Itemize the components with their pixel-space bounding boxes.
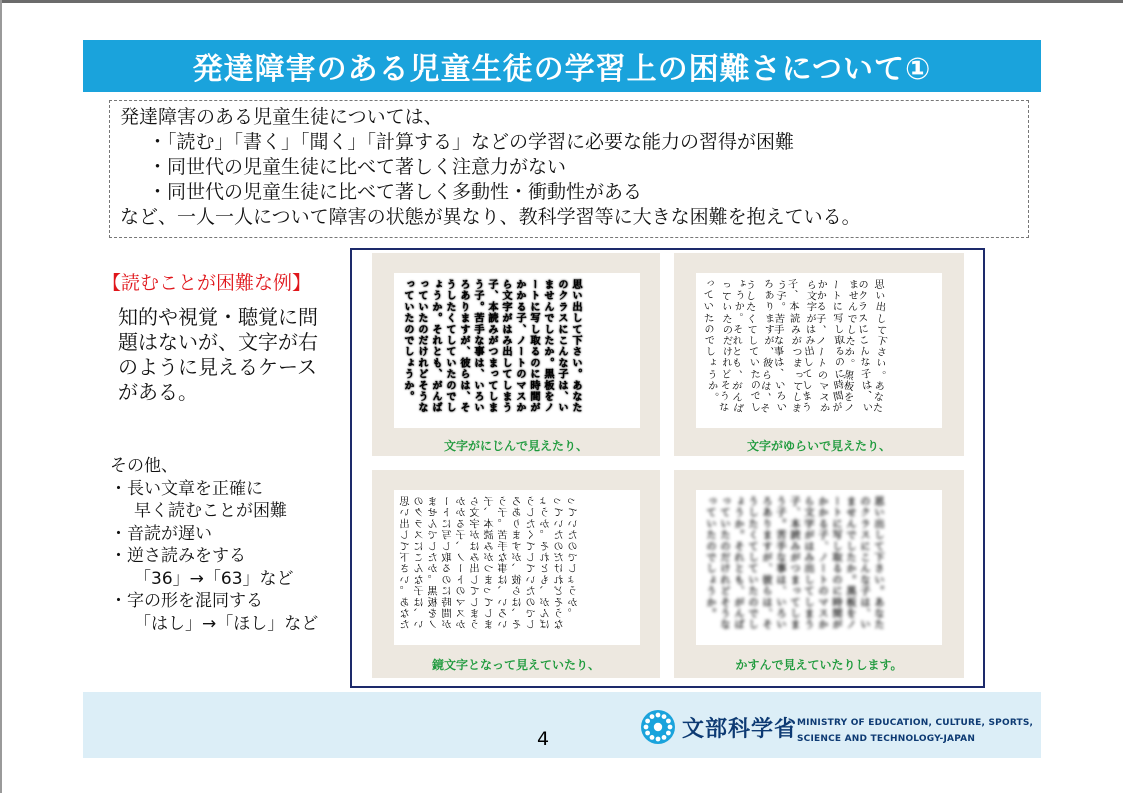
summary-bullet: ・同世代の児童生徒に比べて著しく多動性・衝動性がある — [148, 181, 643, 203]
wavy-char: た — [747, 367, 760, 381]
wavy-char: う — [773, 278, 787, 292]
sample-text-blur: 思い出して下さい。あなたのクラスにこんな子は、いませんでしたか。黒板をノートに写し取るのに時間がかかる子、ノートのマスから文字がはみ出してしまう子、本読みがつまってしまう子。苦手な事は、いろいろありますが、彼らは、そうしたくてしていたのでしょうか。それとも、がんばっていたのだけれどそうなっていたのでしょうか。 — [704, 496, 883, 631]
left-border — [0, 0, 2, 793]
wavy-char: だ — [720, 334, 732, 347]
top-border — [0, 0, 1123, 3]
wavy-char: 思 — [872, 279, 883, 291]
wavy-char: し — [745, 334, 757, 347]
wavy-char: い — [746, 356, 760, 370]
wavy-char: ー — [828, 278, 841, 291]
wavy-char: 彼 — [759, 356, 773, 370]
wavy-char: し — [798, 378, 813, 393]
example-caption: 文字がにじんで見えたり、 — [443, 439, 588, 453]
sample-text-mirror: 思い出して下さい。あなたのクラスにこんな子は、いませんでしたか。黒板をノートに写し取るのに時間がかかる子、ノートのマスから文字がはみ出してしまう子、本読みがつまってしまう子。苦手な事は、いろいろありますが、彼らは、そうしたくてしていたのでしょうか。それとも、がんばっていたのだけれどそうなっていたのでしょうか。 — [401, 496, 580, 631]
wavy-char: 、 — [812, 323, 826, 336]
wavy-char: し — [703, 345, 715, 358]
wavy-char: け — [720, 346, 732, 358]
wavy-char: ょ — [704, 357, 716, 369]
wavy-char: な — [715, 401, 729, 415]
wavy-char: い — [872, 289, 885, 302]
wavy-char: し — [831, 323, 844, 336]
wavy-char: た — [719, 311, 732, 325]
example-caption: 鏡文字となって見えていたり、 — [431, 658, 600, 672]
wavy-char: す — [762, 323, 774, 336]
wavy-char: な — [856, 356, 871, 370]
wavy-char: ノ — [841, 401, 854, 415]
wavy-char: か — [731, 300, 745, 314]
wavy-char: 読 — [787, 312, 799, 324]
wavy-char: は — [803, 323, 815, 336]
wavy-char: て — [700, 288, 714, 303]
wavy-char: い — [872, 356, 886, 370]
wavy-char: と — [729, 346, 741, 358]
wavy-char: ら — [758, 367, 772, 381]
wavy-char: た — [870, 401, 883, 414]
wavy-char: か — [841, 345, 855, 359]
wavy-char: 子 — [813, 312, 825, 325]
wavy-char: 。 — [840, 356, 855, 370]
slide-title-text: 発達障害のある児童生徒の学習上の困難さについて① — [192, 52, 932, 87]
other-difficulties-heading: その他、 — [110, 456, 178, 476]
summary-bullet: ・「読む」「書く」「聞く」「計算する」などの学習に必要な能力の習得が困難 — [148, 131, 795, 153]
wavy-char: が — [788, 334, 801, 347]
wavy-char: る — [813, 301, 826, 313]
wavy-char: ん — [856, 344, 870, 359]
list-item: 「はし」→「ほし」など — [134, 613, 319, 634]
wavy-char: う — [716, 389, 730, 404]
wavy-char: つ — [789, 345, 802, 359]
wavy-char: ス — [854, 311, 868, 325]
wavy-char: っ — [789, 367, 803, 382]
example-caption: 文字がゆらいで見えたり、 — [746, 439, 891, 453]
wavy-char: が — [804, 312, 816, 324]
wavy-char: が — [829, 401, 842, 415]
wavy-char: ま — [798, 389, 812, 404]
wavy-char: の — [719, 323, 733, 336]
wavy-char: い — [773, 400, 787, 415]
wavy-char: で — [702, 334, 715, 347]
sample-text-wavy — [696, 273, 890, 428]
wavy-char: 間 — [829, 389, 843, 404]
wavy-char: こ — [855, 333, 869, 348]
wavy-char: 出 — [801, 345, 814, 359]
list-item: ・字の形を混同する — [110, 591, 263, 611]
ministry-name-en — [797, 715, 1033, 747]
wavy-char: た — [743, 300, 756, 314]
sample-text-card — [394, 490, 640, 645]
wavy-char: か — [814, 289, 826, 302]
wavy-char: み — [802, 334, 815, 347]
sample-text-bleed: 思い出して下さい。あなたのクラスにこんな子は、いませんでしたか。黒板をノートに写し取るのに時間がかかる子、ノートのマスから文字がはみ出してしまう子、本読みがつまってしまう子。苦手な事は、いろいろありますが、彼らは、そうしたくてしていたのでしょうか。それとも、がんばっていたのだけれどそうなっていたのでしょうか。 — [402, 279, 581, 414]
wavy-char: て — [789, 378, 803, 393]
wavy-char: 、 — [785, 289, 798, 303]
wavy-char: の — [747, 378, 761, 392]
sunburst-emblem-icon — [640, 709, 676, 745]
wavy-char: ま — [762, 312, 774, 325]
wavy-char: っ — [700, 277, 715, 292]
wavy-char: せ — [846, 290, 858, 302]
wavy-char: が — [728, 379, 742, 393]
wavy-char: 。 — [871, 367, 886, 382]
list-item: ・逆さ読みをする — [110, 546, 246, 566]
wavy-char: た — [842, 334, 856, 348]
list-item: 早く読むことが困難 — [134, 501, 287, 521]
ministry-name-en-line2: SCIENCE AND TECHNOLOGY-JAPAN — [797, 734, 976, 744]
wavy-char: も — [729, 357, 741, 370]
list-item: 「36」→「63」など — [134, 568, 294, 589]
wavy-char: ば — [730, 401, 744, 415]
wavy-char: 時 — [830, 378, 844, 393]
wavy-char: う — [704, 368, 717, 381]
example-tile-mirror — [372, 470, 660, 678]
wavy-char: 苦 — [771, 312, 784, 325]
ministry-name-jp: 文部科学省 — [682, 717, 798, 742]
wavy-char: 写 — [830, 312, 843, 325]
wavy-char: ト — [813, 356, 827, 370]
wavy-char: っ — [716, 277, 731, 292]
wavy-char: れ — [729, 334, 742, 347]
wavy-char: 、 — [757, 390, 771, 404]
wavy-char: ま — [788, 401, 802, 415]
wavy-char: ど — [718, 368, 731, 381]
wavy-char: ク — [855, 290, 867, 302]
wavy-char: 取 — [831, 334, 845, 348]
wavy-char: に — [830, 367, 845, 381]
wavy-char: ろ — [760, 277, 774, 292]
wavy-char: マ — [815, 378, 829, 393]
wavy-char: ト — [829, 289, 841, 302]
wavy-char: ー — [813, 345, 827, 359]
wavy-char: 板 — [840, 378, 854, 393]
wavy-char: た — [700, 311, 714, 325]
list-item: ・長い文章を正確に — [110, 478, 263, 499]
summary-bullet: ・同世代の児童生徒に比べて著しく注意力がない — [148, 156, 567, 178]
wavy-char: に — [830, 301, 842, 313]
reading-difficulty-heading: 【読むことが困難な例】 — [102, 272, 312, 294]
wavy-char: 事 — [770, 345, 784, 358]
example-tile-blur — [674, 470, 964, 678]
wavy-char: ん — [845, 301, 857, 313]
summary-intro: 発達障害のある児童生徒については、 — [120, 106, 443, 128]
wavy-char: う — [732, 289, 746, 303]
wavy-char: て — [873, 322, 887, 337]
wavy-char: る — [831, 345, 845, 359]
reading-difficulty-description: 知的や視覚・聴覚に問題はないが、文字が右のように見えるケースがある。 — [118, 305, 318, 404]
wavy-char: の — [701, 322, 714, 336]
wavy-char: ろ — [772, 389, 786, 404]
example-caption: かすんで見えていたりします。 — [735, 658, 903, 672]
example-tile-wavy — [674, 253, 964, 456]
wavy-char: れ — [719, 357, 732, 369]
wavy-char: 下 — [873, 334, 887, 348]
wavy-char: し — [788, 389, 803, 404]
slide-title — [83, 40, 1041, 92]
summary-conclusion: など、一人一人について障害の状態が異なり、教科学習等に大きな困難を抱えている。 — [120, 206, 861, 228]
wavy-char: 子 — [857, 367, 872, 381]
example-tile-bleed — [372, 253, 660, 456]
wavy-char: 子 — [784, 278, 798, 292]
wavy-char: あ — [871, 378, 885, 393]
wavy-char: で — [844, 312, 857, 325]
wavy-char: 手 — [771, 323, 783, 336]
wavy-char: て — [746, 345, 758, 358]
wavy-char: の — [855, 278, 868, 291]
wavy-char: ス — [816, 390, 830, 404]
wavy-char: 。 — [772, 300, 785, 314]
wavy-char: う — [798, 401, 812, 415]
wavy-char: は — [858, 378, 872, 392]
wavy-char: し — [800, 356, 814, 370]
wavy-char: ま — [846, 278, 858, 291]
wavy-char: で — [747, 389, 761, 404]
wavy-char: ラ — [855, 300, 867, 314]
wavy-char: 、 — [760, 345, 773, 358]
wavy-char: し — [873, 311, 886, 325]
wavy-char: し — [742, 289, 756, 303]
wavy-char: の — [831, 356, 845, 370]
wavy-char: 本 — [786, 300, 799, 314]
wavy-char: ょ — [732, 277, 747, 292]
wavy-char: い — [771, 378, 786, 393]
wavy-char: い — [718, 300, 732, 314]
wavy-char: て — [744, 323, 757, 336]
wavy-char: 子 — [773, 289, 786, 303]
wavy-char: い — [859, 401, 873, 415]
wavy-char: ら — [803, 278, 817, 292]
wavy-char: さ — [873, 345, 887, 359]
wavy-char: そ — [717, 378, 731, 392]
summary-box — [109, 100, 1029, 238]
sample-text-card — [394, 273, 640, 428]
wavy-char: そ — [730, 323, 743, 336]
wavy-char: は — [757, 378, 771, 393]
wavy-char: か — [705, 379, 718, 392]
wavy-char: み — [788, 323, 800, 336]
wavy-char: て — [799, 367, 813, 381]
wavy-char: な — [771, 334, 783, 347]
wavy-char: が — [761, 334, 774, 347]
wavy-char: 字 — [804, 301, 816, 313]
wavy-char: 、 — [859, 390, 873, 404]
wavy-char: の — [814, 367, 828, 382]
page-number: 4 — [537, 728, 550, 750]
list-item: ・音読が遅い — [110, 523, 212, 544]
wavy-char: か — [814, 278, 827, 291]
wavy-char: な — [870, 390, 884, 404]
wavy-char: か — [816, 401, 830, 415]
wavy-char: い — [700, 300, 714, 314]
wavy-char: 黒 — [840, 367, 854, 382]
wavy-char: ま — [789, 356, 803, 370]
wavy-char: そ — [756, 401, 770, 415]
wavy-char: 、 — [771, 367, 785, 381]
wavy-char: ん — [729, 390, 743, 404]
sample-text-card — [696, 273, 942, 428]
examples-panel — [350, 248, 985, 688]
wavy-char: て — [717, 289, 732, 303]
sample-text-card — [696, 490, 942, 645]
wavy-char: 、 — [728, 368, 742, 381]
wavy-char: は — [770, 356, 784, 370]
wavy-char: あ — [761, 289, 774, 303]
wavy-char: 出 — [872, 300, 886, 314]
wavy-char: 文 — [803, 289, 817, 303]
other-difficulties-list — [110, 455, 345, 635]
wavy-char: ノ — [812, 334, 826, 348]
wavy-char: 。 — [730, 311, 744, 325]
wavy-char: し — [747, 400, 761, 415]
wavy-char: し — [843, 323, 857, 336]
wavy-char: う — [742, 277, 756, 292]
wavy-char: を — [840, 390, 854, 404]
wavy-char: 。 — [705, 390, 719, 404]
wavy-char: く — [743, 312, 757, 325]
wavy-char: に — [855, 322, 868, 336]
wavy-char: り — [761, 300, 775, 314]
ministry-name-en-line1: MINISTRY OF EDUCATION, CULTURE, SPORTS, — [797, 718, 1034, 728]
